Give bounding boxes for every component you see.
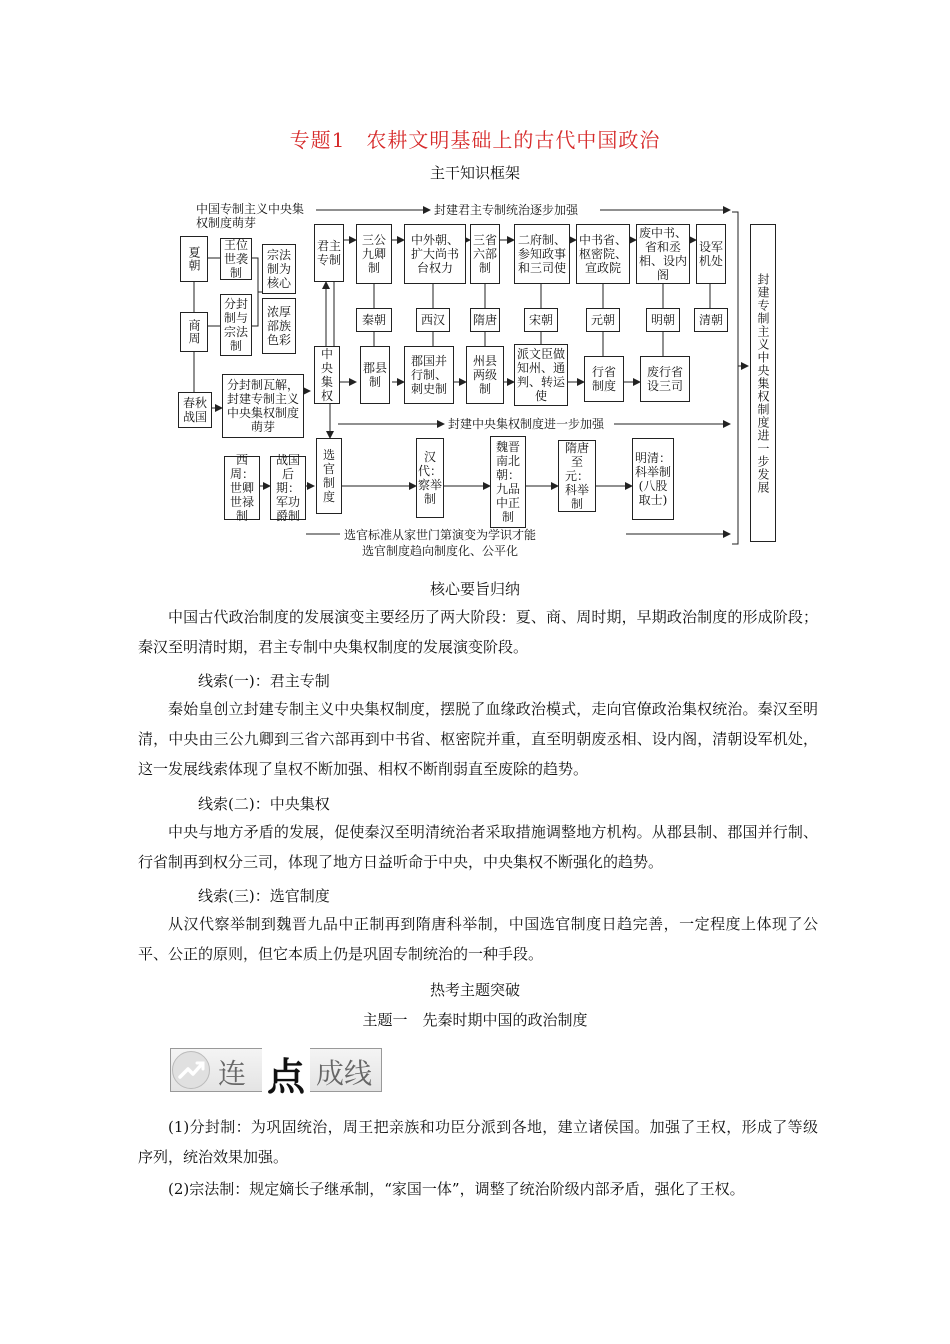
box-weijin-jiupin: 魏晋南北朝：九品中正制 — [490, 436, 526, 528]
box-pai-wenchen: 派文臣做知州、通判、转运使 — [514, 344, 568, 406]
knowledge-framework-diagram — [170, 186, 782, 566]
box-zhongwaichao: 中外朝、扩大尚书台权力 — [404, 224, 466, 284]
box-zhongyang-jiquan: 中央集权 — [314, 346, 340, 404]
framework-heading: 主干知识框架 — [429, 164, 520, 182]
item1-paragraph: (1)分封制：为巩固统治，周王把亲族和功臣分派到各地，建立诸侯国。加强了王权，形成了等级序列，统治效果加强。 — [138, 1118, 818, 1166]
box-junjichu: 设军机处 — [696, 224, 726, 284]
core-heading: 核心要旨归纳 — [429, 580, 520, 598]
clue1-title: 线索(一)：君主专制 — [198, 672, 330, 690]
box-xingsheng-zhidu: 行省制度 — [584, 356, 624, 402]
box-zongfa-hexin: 宗法制为核心 — [262, 244, 296, 294]
box-erfu-zhi: 二府制、参知政事和三司使 — [514, 224, 570, 284]
diagram-bottom-arrow-label-2: 选官制度趋向制度化、公平化 — [362, 544, 519, 558]
box-fei-zhongshu: 废中书、省和丞相、设内阁 — [636, 224, 690, 284]
box-dynasty-yuan: 元朝 — [586, 308, 620, 332]
box-junzhu-zhuanzhi: 君主专制 — [314, 224, 344, 282]
box-sansheng-liubu: 三省六部制 — [470, 224, 500, 284]
box-handai-chaju: 汉代：察举制 — [416, 438, 444, 518]
box-dynasty-ming: 明朝 — [646, 308, 680, 332]
diagram-top-arrow-label: 封建君主专制统治逐步加强 — [434, 203, 579, 217]
box-chunqiu-zhanguo: 春秋战国 — [178, 392, 212, 428]
box-dynasty-song: 宋朝 — [524, 308, 558, 332]
box-right-development: 封建专制主义中央集权制度进一步发展 — [750, 224, 776, 542]
box-dynasty-qin: 秦朝 — [356, 308, 392, 332]
badge-text-chengxian: 成线 — [316, 1057, 373, 1090]
diagram-top-label: 中国专制主义中央集权制度萌芽 — [196, 202, 314, 230]
diagram-mid-arrow-label: 封建中央集权制度进一步加强 — [448, 417, 605, 431]
clue1-paragraph: 秦始皇创立封建专制主义中央集权制度，摆脱了血缘政治模式，走向官僚政治集权统治。秦汉至明清，中央由三公九卿到三省六部再到中书省、枢密院并重，直至明朝废丞相、设内阁，清朝设军机处，这一发展线索体现了皇权不断加强、相权不断削弱直至废除的趋势。 — [138, 700, 818, 778]
clue3-paragraph: 从汉代察举制到魏晋九品中正制再到隋唐科举制，中国选官制度日趋完善，一定程度上体现了公平、公正的原则，但它本质上仍是巩固专制统治的一种手段。 — [138, 915, 818, 963]
box-junguo-bingxing: 郡国并行制、刺史制 — [404, 346, 454, 404]
lian-dian-cheng-xian-badge — [170, 1048, 382, 1099]
hot-topics-heading: 热考主题突破 — [429, 981, 520, 999]
box-zhanguo-jungong: 战国后期：军功爵制 — [270, 456, 306, 520]
page-title: 专题1 农耕文明基础上的古代中国政治 — [289, 128, 661, 152]
clue2-title: 线索(二)：中央集权 — [198, 795, 330, 813]
topic1-heading: 主题一 先秦时期中国的政治制度 — [362, 1011, 588, 1029]
box-fenfeng-wajie: 分封制瓦解，封建专制主义中央集权制度萌芽 — [222, 374, 304, 438]
box-zhongshu-shumi: 中书省、枢密院、宣政院 — [576, 224, 630, 284]
box-fei-xingsheng: 废行省设三司 — [640, 356, 690, 402]
box-dynasty-suitang: 隋唐 — [470, 308, 500, 332]
clue2-paragraph: 中央与地方矛盾的发展，促使秦汉至明清统治者采取措施调整地方机构。从郡县制、郡国并行制、行省制再到权分三司，体现了地方日益听命于中央，中央集权不断强化的趋势。 — [138, 823, 818, 871]
box-sangong-jiuqing: 三公九卿制 — [356, 224, 392, 284]
box-xizhou-shiqing: 西周：世卿世禄制 — [224, 456, 260, 520]
clue3-title: 线索(三)：选官制度 — [198, 887, 330, 905]
box-suitang-keju: 隋唐至元：科举制 — [558, 440, 596, 512]
diagram-bottom-arrow-label-1: 选官标准从家世门第演变为学识才能 — [344, 528, 537, 542]
box-dynasty-qing: 清朝 — [694, 308, 728, 332]
box-nonghou-buzu: 浓厚部族色彩 — [262, 298, 296, 354]
box-shang-zhou: 商周 — [180, 312, 208, 352]
item2-paragraph: (2)宗法制：规定嫡长子继承制，“家国一体”，调整了统治阶级内部矛盾，强化了王权。 — [168, 1180, 745, 1198]
box-zhouxian-liangji: 州县两级制 — [466, 346, 504, 404]
box-xuanguan-zhidu: 选官制度 — [316, 438, 342, 514]
box-wangwei-shixi: 王位世袭制 — [220, 238, 252, 280]
box-fenfeng-zongfa: 分封制与宗法制 — [220, 294, 252, 356]
box-xia: 夏朝 — [180, 236, 208, 282]
badge-text-lian: 连 — [218, 1057, 247, 1090]
box-dynasty-xihan: 西汉 — [416, 308, 450, 332]
badge-text-dian: 点 — [262, 1046, 310, 1092]
box-mingqing-keju: 明清：科举制(八股取士) — [632, 438, 674, 520]
box-junxian-zhi: 郡县制 — [360, 346, 390, 404]
trend-arrow-icon — [172, 1051, 210, 1089]
core-intro-paragraph: 中国古代政治制度的发展演变主要经历了两大阶段：夏、商、周时期，早期政治制度的形成阶段；秦汉至明清时期，君主专制中央集权制度的发展演变阶段。 — [138, 608, 818, 656]
